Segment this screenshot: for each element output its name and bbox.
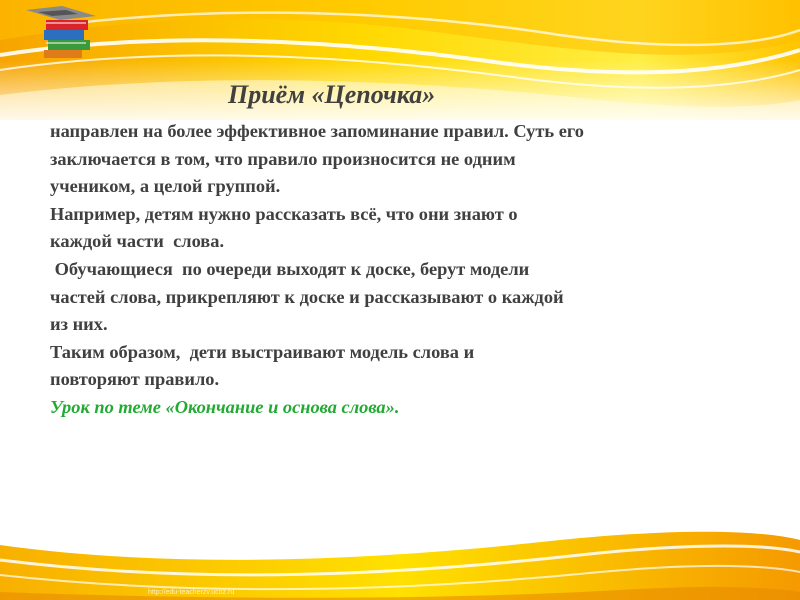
body-line: Таким образом, дети выстраивают модель слова и xyxy=(50,341,475,362)
lesson-note: Урок по теме «Окончание и основа слова». xyxy=(50,396,400,417)
body-line: каждой части слова. xyxy=(50,231,225,252)
body-line: Например, детям нужно рассказать всё, что они знают о xyxy=(50,203,518,224)
slide-title: Приём «Цепочка» xyxy=(228,80,436,109)
books-stack-icon xyxy=(18,2,104,72)
body-line: повторяют правило. xyxy=(50,369,220,390)
body-line: Обучающиеся по очереди выходят к доске, берут модели xyxy=(50,258,530,279)
footer-url: http://edu-teacherzv.ucoz.ru xyxy=(148,589,235,596)
slide-body xyxy=(50,118,780,422)
body-line: заключается в том, что правило произносится не одним xyxy=(50,148,516,169)
body-line: учеником, а целой группой. xyxy=(50,176,281,197)
body-line: частей слова, прикрепляют к доске и рассказывают о каждой xyxy=(50,286,564,307)
body-line: направлен на более эффективное запоминание правил. Суть его xyxy=(50,121,584,141)
body-line: из них. xyxy=(50,314,108,335)
